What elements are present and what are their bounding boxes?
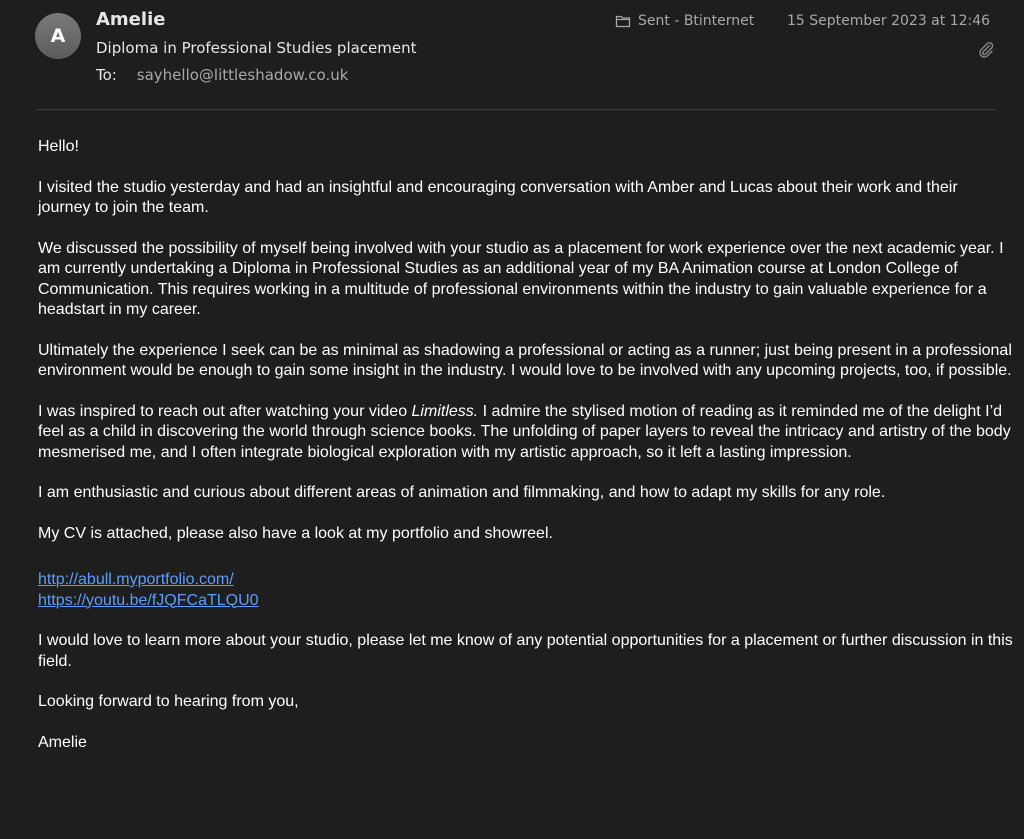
links-block — [38, 570, 1013, 611]
paragraph-text: I admire the stylised motion of reading as it reminded me of the delight I’d feel as a child in discovering the world through science books. The unfolding of paper layers to reveal the intricacy and artistry of the body mesmerised me, and I often integrate biological exploration with my artistic approach, so it left a lasting impression. — [38, 402, 1011, 461]
body-paragraph: Ultimately the experience I seek can be as minimal as shadowing a professional or acting as a runner; just being present in a professional environment would be enough to gain some insight in the industry. I would love to be involved with any upcoming projects, too, if possible. — [38, 341, 1012, 379]
message-header — [0, 0, 1024, 110]
message-body — [38, 137, 1013, 773]
paperclip-icon[interactable] — [978, 40, 994, 58]
showreel-link[interactable]: https://youtu.be/fJQFCaTLQU0 — [38, 591, 259, 609]
body-paragraph — [38, 402, 1013, 464]
closing: Looking forward to hearing from you, — [38, 693, 299, 710]
body-paragraph: I would love to learn more about your studio, please let me know of any potential opportunities for a placement or further discussion in this field. — [38, 632, 1013, 670]
signature: Amelie — [38, 733, 87, 751]
folder-icon — [615, 14, 631, 28]
to-label: To: — [96, 66, 117, 84]
message-date: 15 September 2023 at 12:46 — [787, 13, 991, 29]
portfolio-link[interactable]: http://abull.myportfolio.com/ — [38, 571, 234, 588]
paragraph-text: I was inspired to reach out after watching your video — [38, 402, 412, 420]
mailbox-name: Sent - Btinternet — [638, 13, 755, 29]
recipient-address[interactable]: sayhello@littleshadow.co.uk — [136, 66, 349, 84]
greeting: Hello! — [38, 138, 79, 155]
recipient-row — [96, 66, 348, 84]
body-paragraph: We discussed the possibility of myself being involved with your studio as a placement for work experience over the next academic year. I am currently undertaking a Diploma in Professional Studies as an additional year of my BA Animation course at London College of Communication. This requires working in a multitude of professional environments within the industry to gain valuable experience for a headstart in my career. — [38, 239, 1004, 318]
sender-avatar[interactable]: A — [35, 13, 81, 59]
video-title: Limitless. — [411, 402, 479, 420]
mailbox-label — [615, 13, 754, 29]
header-divider — [36, 109, 996, 110]
body-paragraph: My CV is attached, please also have a look at my portfolio and showreel. — [38, 524, 553, 542]
body-paragraph: I visited the studio yesterday and had an insightful and encouraging conversation with Amber and Lucas about their work and their journey to join the team. — [38, 178, 958, 216]
message-subject: Diploma in Professional Studies placement — [96, 39, 417, 57]
sender-name[interactable]: Amelie — [96, 9, 166, 30]
body-paragraph: I am enthusiastic and curious about different areas of animation and filmmaking, and how to adapt my skills for any role. — [38, 484, 886, 501]
